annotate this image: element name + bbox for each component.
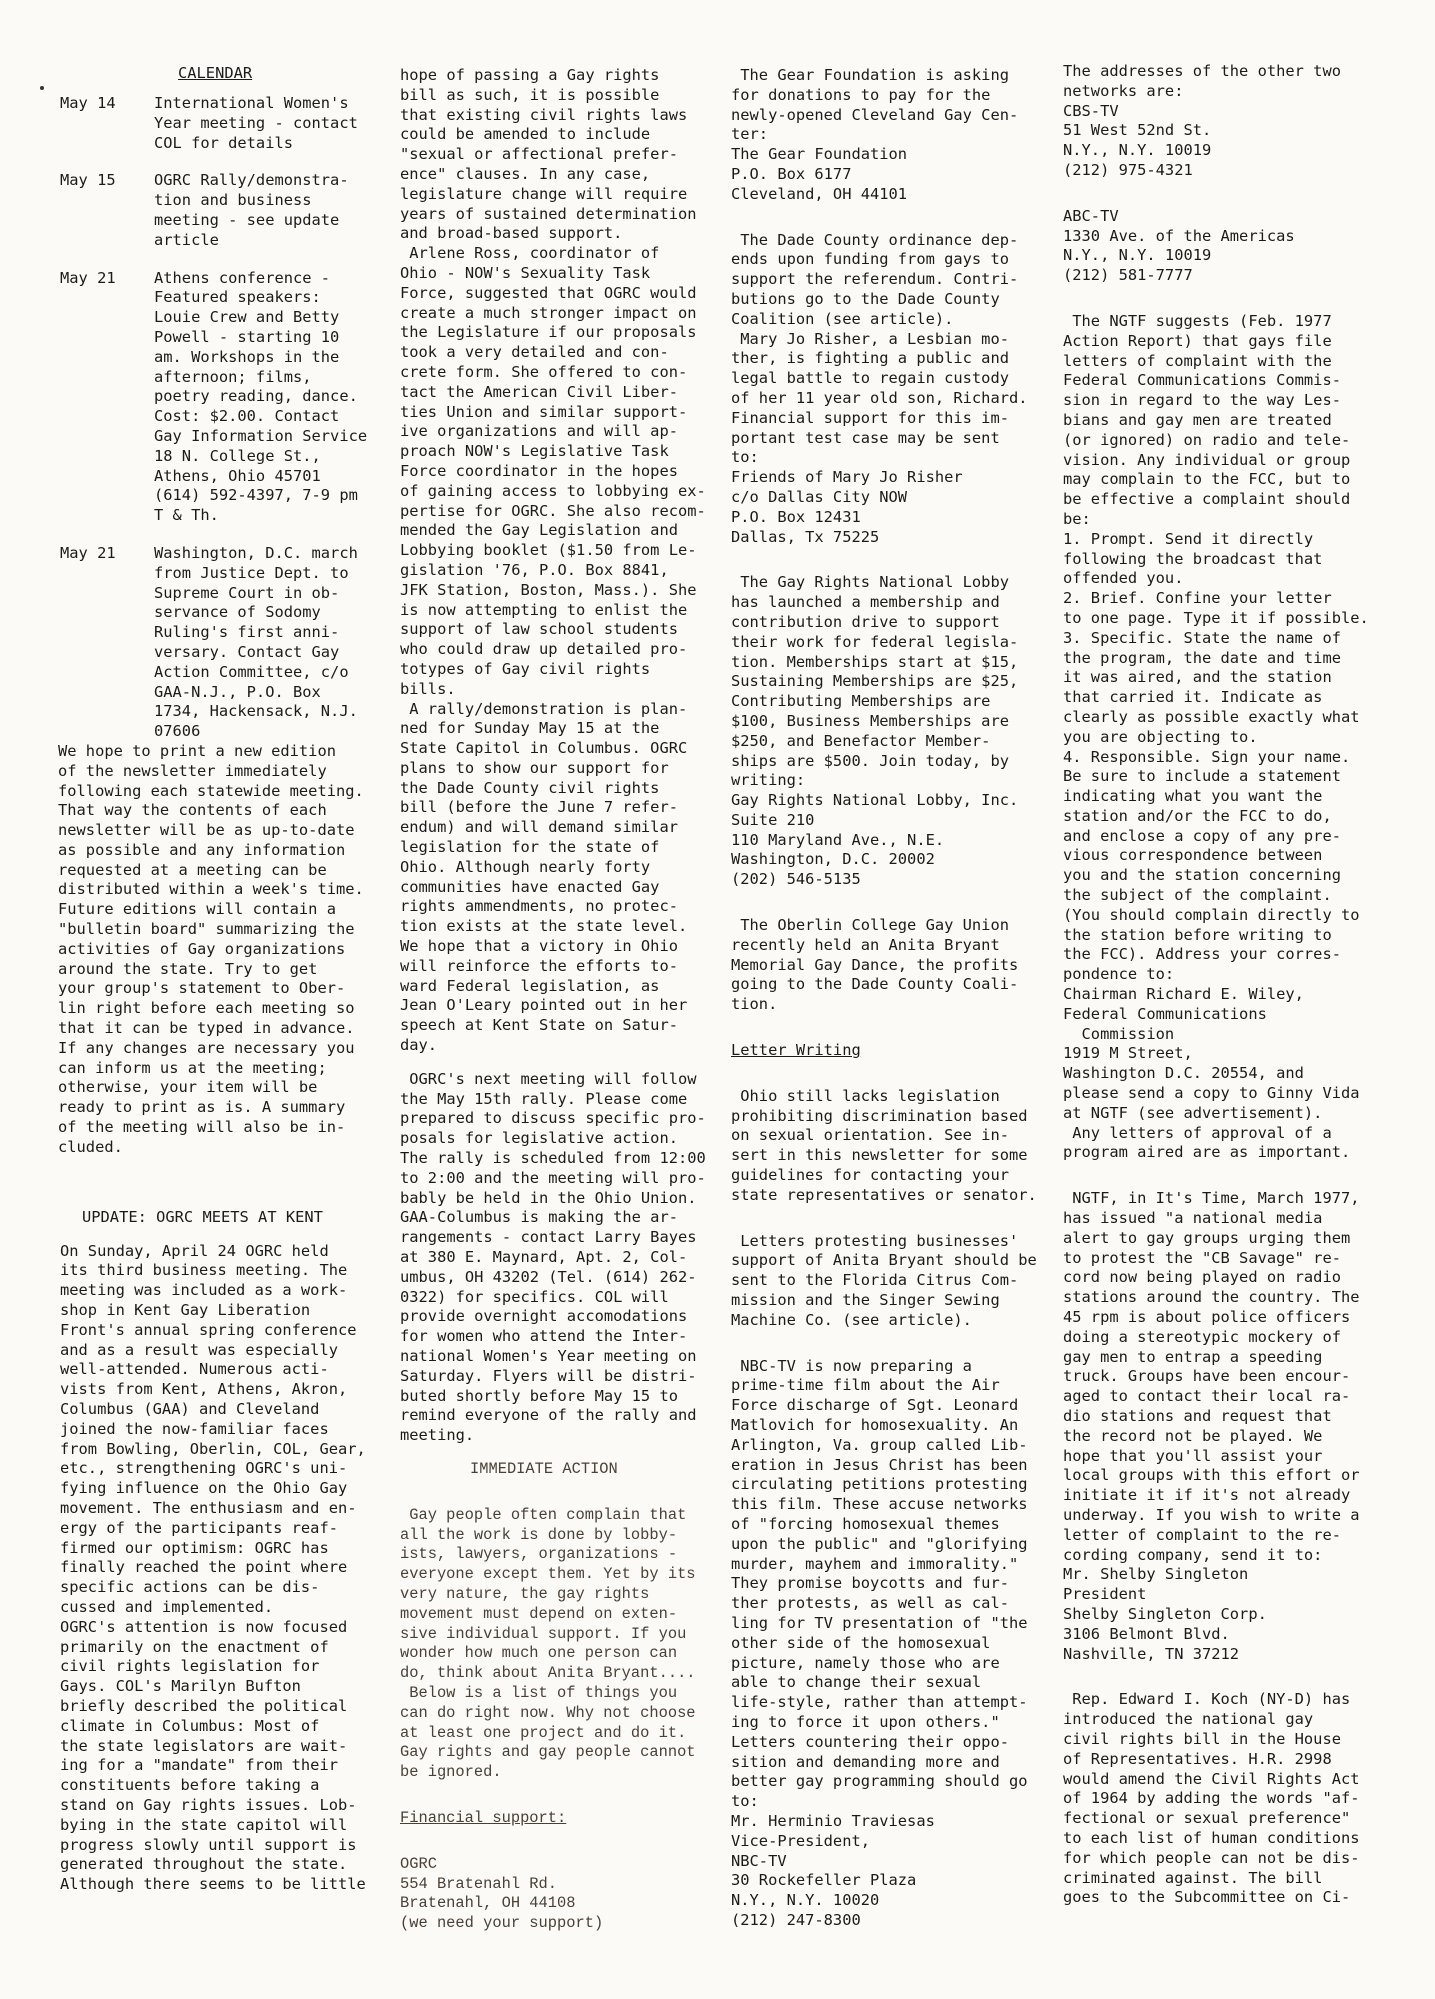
letter-writing-bryant: Letters protesting businesses' support of Anita Bryant should be sent to the Florida Citrus Com- mission and the Singer Sewing Machine Co. (see article). (731, 1231, 1037, 1329)
update-body: On Sunday, April 24 OGRC held its third business meeting. The meeting was included as a work- shop in Kent Gay Liberation Front's annual spring conference and as a result was especially well-attended. Numerous acti- vists from Kent, Athens, Akron, Columbus (GAA) and Cleveland joined the now-familiar faces from Bowling, Oberlin, COL, Gear, etc., strengthening OGRC's uni- fying influence on the Ohio Gay movement. The enthusiasm and en- ergy of the participants reaf- firmed our optimism: OGRC has finally reached the point where specific actions can be dis- cussed and implemented. OGRC's attention is now focused primarily on the enactment of civil rights legislation for Gays. COL's Marilyn Bufton briefly described the political climate in Columbus: Most of the state legislators are wait- ing for a "mandate" from their constituents before taking a stand on Gay rights issues. Lob- bying in the state capitol will progress slowly until support is generated throughout the state. Although there seems to be little (60, 1241, 366, 1894)
calendar-title: CALENDAR (178, 64, 253, 82)
financial-support-heading: Financial support: (400, 1808, 567, 1827)
newsletter-note: We hope to print a new edition of the newsletter immediately following each statewide meeting. That way the contents of each newsletter will be as up-to-date as possible and any information requested at a meeting can be distributed within a week's time. Future editions will contain a "bulletin board" summarizing the activities of Gay organizations around the state. Try to get your group's statement to Ober- lin right before each meeting so that it can be typed in advance. If any changes are necessary you can inform us at the meeting; otherwise, your item will be ready to print as is. A summary of the meeting will also be in- cluded. (58, 741, 364, 1156)
event-text: Athens conference - Featured speakers: Louie Crew and Betty Powell - starting 10 am. Workshops in the afternoon; films, poetry reading, dance. Cost: $2.00. Contact Gay Information Service 18 N. College St., Athens, Ohio 45701 (614) 592-4397, 7-9 pm T & Th. (154, 268, 368, 525)
immediate-action-heading: IMMEDIATE ACTION (470, 1459, 618, 1478)
financial-support-address: OGRC 554 Bratenahl Rd. Bratenahl, OH 44108 (we need your support) (400, 1854, 604, 1933)
letter-writing-heading: Letter Writing (731, 1041, 861, 1060)
update-heading: UPDATE: OGRC MEETS AT KENT (82, 1207, 323, 1226)
event-date: May 15 (60, 171, 116, 190)
national-lobby-item: The Gay Rights National Lobby has launched a membership and contribution drive to support their work for federal legisla- tion. Memberships start at $15, Sustaining Memberships are $25, Contributing Memberships are $100, Business Memberships are $250, and Benefactor Member- ships are $500. Join today, by writing: Gay Rights National Lobby, Inc. Suite 210 110 Maryland Ave., N.E. Washington, D.C. 20002 (202) 546-5135 (731, 573, 1019, 889)
calendar-event (60, 94, 382, 153)
nbc-film-item: NBC-TV is now preparing a prime-time film about the Air Force discharge of Sgt. Leonard Matlovich for homosexuality. An Arlington, Va. group called Lib- eration in Jesus Christ has been circulating petitions protesting this film. These accuse networks of "forcing homosexual themes upon the public" and "glorifying murder, mayhem and immorality." They promise boycotts and fur- ther protests, as well as cal- ling for TV presentation of "the other side of the homosexual picture, namely those who are able to change their sexual life-style, rather than attempt- ing to force it upon others." Letters countering their oppo- sition and demanding more and better gay programming should go to: Mr. Herminio Traviesas Vice-President, NBC-TV 30 Rockefeller Plaza N.Y., N.Y. 10020 (212) 247-8300 (731, 1356, 1028, 1929)
event-date: May 21 (60, 268, 116, 287)
column-4 (1063, 62, 1393, 1908)
calendar-event (60, 544, 382, 742)
ngtf-fcc-guidelines: The NGTF suggests (Feb. 1977 Action Report) that gays file letters of complaint with the Federal Communications Commis- sion in regard to the way Les- bians and gay men are treated (or ignored) on radio and tele- vision. Any individual or group may complain to the FCC, but to be effective a complaint should be: 1. Prompt. Send it directly following the broadcast that offended you. 2. Brief. Confine your letter to one page. Type it if possible. 3. Specific. State the name of the program, the date and time it was aired, and the station that carried it. Indicate as clearly as possible exactly what you are objecting to. 4. Responsible. Sign your name. Be sure to include a statement indicating what you want the station and/or the FCC to do, and enclose a copy of any pre- vious correspondence between you and the station concerning the subject of the complaint. (You should complain directly to the station before writing to the FCC). Address your corres- pondence to: Chairman Richard E. Wiley, Federal Communications Commission 1919 M Street, Washington D.C. 20554, and please send a copy to Ginny Vida at NGTF (see advertisement). Any letters of approval of a program aired are as important. (1063, 311, 1369, 1162)
oberlin-dance-item: The Oberlin College Gay Union recently held an Anita Bryant Memorial Gay Dance, the profits going to the Dade County Coali- tion. (731, 916, 1019, 1014)
cb-savage-item: NGTF, in It's Time, March 1977, has issued "a national media alert to gay groups urging them to protest the "CB Savage" re- cord now being played on radio stations around the country. The 45 rpm is about police officers doing a stereotypic mockery of gay men to entrap a speeding truck. Groups have been encour- aged to contact their local ra- dio stations and request that the record not be played. We hope that you'll assist your local groups with this effort or initiate it if it's not already underway. If you wish to write a letter of complaint to the re- cording company, send it to: Mr. Shelby Singleton President Shelby Singleton Corp. 3106 Belmont Blvd. Nashville, TN 37212 (1063, 1189, 1360, 1663)
koch-bill-item: Rep. Edward I. Koch (NY-D) has introduced the national gay civil rights bill in the House of Representatives. H.R. 2998 would amend the Civil Rights Act of 1964 by adding the words "af- fectional or sexual preference" to each list of human conditions for which people can not be dis- criminated against. The bill goes to the Subcommittee on Ci- (1063, 1690, 1360, 1907)
event-date: May 21 (60, 543, 116, 562)
column-1 (60, 62, 382, 1895)
event-text: Washington, D.C. march from Justice Dept. to Supreme Court in ob- servance of Sodomy Ruling's first anni- versary. Contact Gay Action Committee, c/o GAA-N.J., P.O. Box 1734, Hackensack, N.J. 07606 (154, 543, 358, 741)
dade-county-item: The Dade County ordinance dep- ends upon funding from gays to support the referendum. Contri- butions go to the Dade County Coalition (see article). Mary Jo Risher, a Lesbian mo- ther, is fighting a public and legal battle to regain custody of her 11 year old son, Richard. Financial support for this im- portant test case may be sent to: Friends of Mary Jo Risher c/o Dallas City NOW P.O. Box 12431 Dallas, Tx 75225 (731, 230, 1028, 546)
event-text: OGRC Rally/demonstra- tion and business meeting - see update article (154, 171, 349, 249)
abc-address: ABC-TV 1330 Ave. of the Americas N.Y., N.Y. 10019 (212) 581-7777 (1063, 206, 1295, 285)
letter-writing-ohio: Ohio still lacks legislation prohibiting discrimination based on sexual orientation. See in- sert in this newsletter for some guidelines for contacting your state representatives or senator. (731, 1086, 1037, 1204)
event-text: International Women's Year meeting - contact COL for details (154, 94, 358, 152)
column-2 (400, 66, 706, 1934)
column-3 (731, 66, 1046, 1931)
legislation-article: hope of passing a Gay rights bill as such, it is possible that existing civil rights laws could be amended to include "sexual or affectional prefer- ence" clauses. In any case, legislature change will require years of sustained determination and broad-based support. Arlene Ross, coordinator of Ohio - NOW's Sexuality Task Force, suggested that OGRC would create a much stronger impact on the Legislature if our proposals took a very detailed and con- crete form. She offered to con- tact the American Civil Liber- ties Union and similar support- ive organizations and will ap- proach NOW's Legislative Task Force coordinator in the hopes of gaining access to lobbying ex- pertise for OGRC. She also recom- mended the Gay Legislation and Lobbying booklet ($1.50 from Le- gislation '76, P.O. Box 8841, JFK Station, Boston, Mass.). She is now attempting to enlist the support of law school students who could draw up detailed pro- totypes of Gay civil rights bills. A rally/demonstration is plan- ned for Sunday May 15 at the State Capitol in Columbus. OGRC plans to show our support for the Dade County civil rights bill (before the June 7 refer- endum) and will demand similar legislation for the state of Ohio. Although nearly forty communities have enacted Gay rights ammendments, no protec- tion exists at the state level. We hope that a victory in Ohio will reinforce the efforts to- ward Federal legislation, as Jean O'Leary pointed out in her speech at Kent State on Satur- day. (400, 66, 706, 1055)
cbs-address: The addresses of the other two networks are: CBS-TV 51 West 52nd St. N.Y., N.Y. 10019 (212) 975-4321 (1063, 62, 1341, 179)
event-date: May 14 (60, 94, 116, 112)
gear-foundation-item: The Gear Foundation is asking for donations to pay for the newly-opened Cleveland Gay Cen- ter: The Gear Foundation P.O. Box 6177 Cleveland, OH 44101 (731, 66, 1019, 203)
stray-mark (40, 86, 44, 90)
immediate-action-body: Gay people often complain that all the work is done by lobby- ists, lawyers, organizations - everyone except them. Yet by its very nature, the gay rights movement must depend on exten- sive individual support. If you wonder how much one person can do, think about Anita Bryant.... Below is a list of things you can do right now. Why not choose at least one project and do it. Gay rights and gay people cannot be ignored. (400, 1505, 696, 1782)
calendar-event (60, 269, 382, 526)
next-meeting-article: OGRC's next meeting will follow the May 15th rally. Please come prepared to discuss specific pro- posals for legislative action. The rally is scheduled from 12:00 to 2:00 and the meeting will pro- bably be held in the Ohio Union. GAA-Columbus is making the ar- rangements - contact Larry Bayes at 380 E. Maynard, Apt. 2, Col- umbus, OH 43202 (Tel. (614) 262- 0322) for specifics. COL will provide overnight accomodations for women who attend the Inter- national Women's Year meeting on Saturday. Flyers will be distri- buted shortly before May 15 to remind everyone of the rally and meeting. (400, 1069, 706, 1445)
calendar-event (60, 171, 382, 250)
